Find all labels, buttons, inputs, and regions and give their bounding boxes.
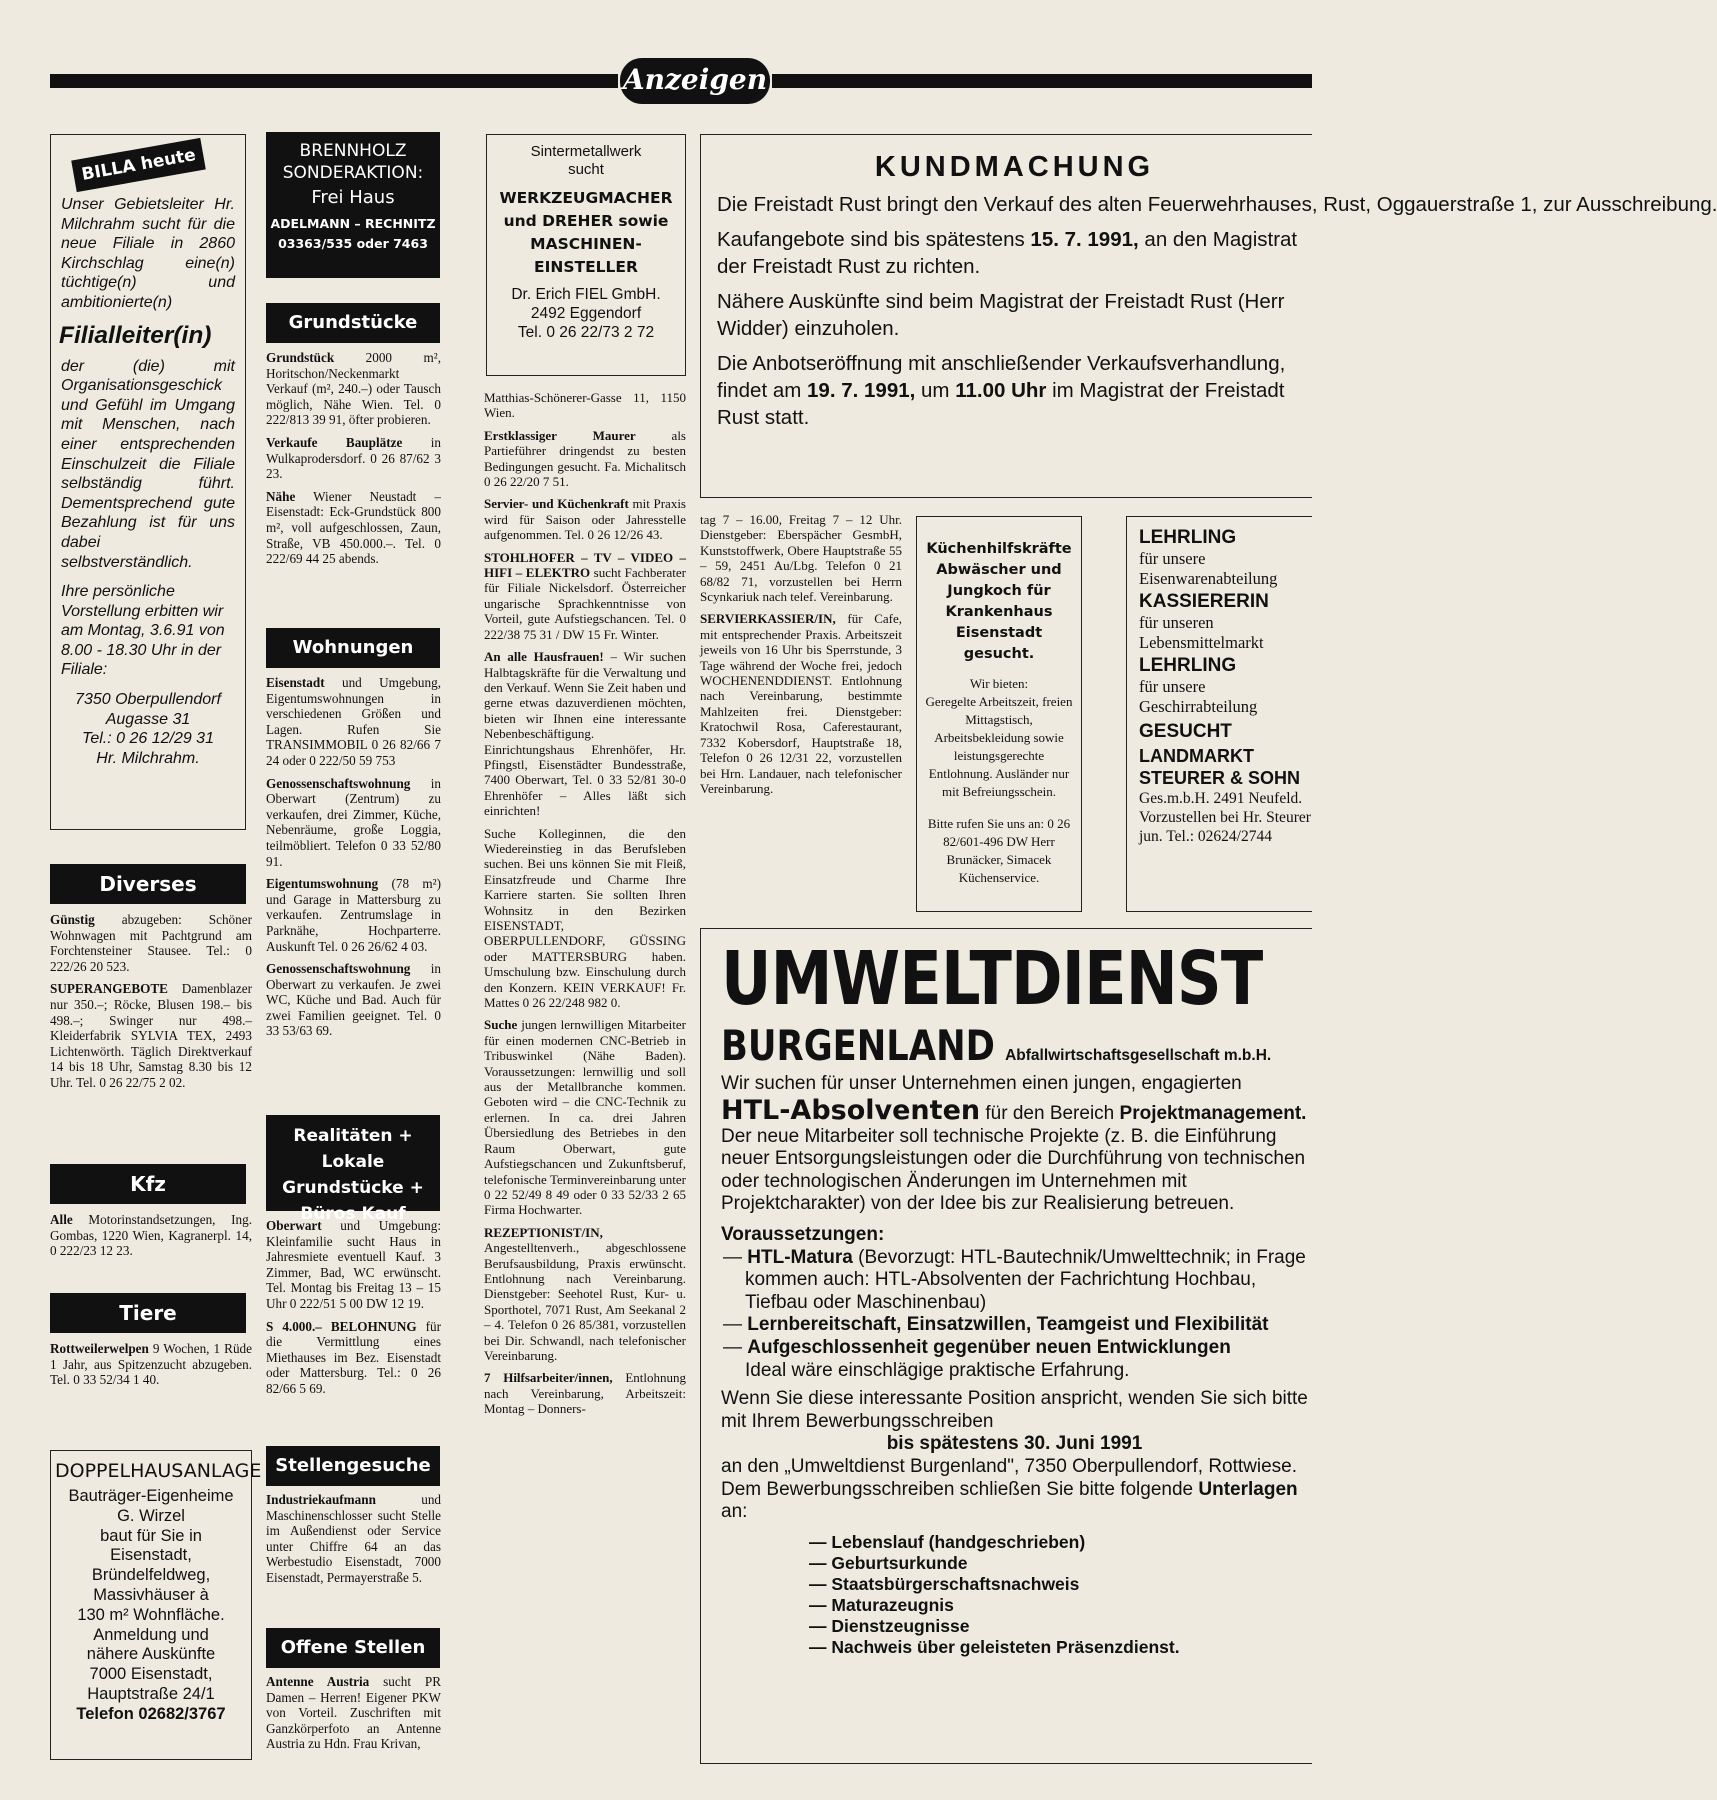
kundmachung-p1: Die Freistadt Rust bringt den Verkauf des alten Feuerwehrhauses, Rust, Oggauerstraße 1, zur Ausschreibung.: [717, 193, 1717, 216]
classified-ad: Oberwart und Umgebung: Kleinfamilie sucht Haus in Jahresmiete eventuell Kauf. 3 Zimmer, Bad, WC erwünscht. Tel. Montag bis Freitag 13 – 15 Uhr 0 222/51 5 00 DW 12 19.: [266, 1218, 441, 1311]
billa-ad: [50, 134, 246, 830]
kundmachung-p3: Nähere Auskünfte sind beim Magistrat der Freistadt Rust (Herr Widder) einzuholen.: [717, 290, 1285, 340]
kfz-list: [50, 1212, 252, 1266]
document-item: — Staatsbürgerschaftsnachweis: [809, 1573, 1080, 1594]
top-rule-left: [50, 74, 618, 88]
doppelhaus-line: baut für Sie in: [100, 1526, 202, 1545]
billa-intro: Unser Gebietsleiter Hr. Milchrahm sucht für die neue Filiale in 2860 Kirchschlag eine(n) tüchtige(n) und ambitionierte(n): [61, 196, 235, 311]
billa-logo: [73, 145, 235, 185]
classified-ad: Eigentumswohnung (78 m²) und Garage in Mattersburg zu verkaufen. Zentrumslage in Parknähe, Hochparterre. Auskunft Tel. 0 26 26/62 4 03.: [266, 876, 441, 954]
kundmachung-p2: Kaufangebote sind bis spätestens 15. 7. 1991, an den Magistrat der Freistadt Rust zu richten.: [717, 228, 1298, 278]
landmarkt-details: Ges.m.b.H. 2491 Neufeld. Vorzustellen bei Hr. Steurer jun. Tel.: 02624/2744: [1139, 790, 1311, 845]
classified-ad: Nähe Wiener Neustadt – Eisenstadt: Eck-Grundstück 800 m², voll aufgeschlossen, Zaun, Straße, VB 450.000.–. Tel. 0 222/69 44 25 abends.: [266, 488, 441, 567]
diverses-list: [50, 912, 252, 1098]
doppelhaus-line: Hauptstraße 24/1: [87, 1684, 215, 1703]
doppelhaus-line: 7000 Eisenstadt,: [89, 1665, 213, 1684]
classified-ad: Erstklassiger Maurer als Partieführer dringendst zu besten Bedingungen gesucht. Fa. Michalitsch 0 26 22/20 7 51.: [484, 427, 686, 490]
sinter-phone: Tel. 0 26 22/73 2 72: [517, 324, 655, 341]
billa-address-line: 7350 Oberpullendorf: [75, 691, 221, 709]
doppelhaus-line: nähere Auskünfte: [86, 1645, 216, 1664]
umweltdienst-highlight: HTL-Absolventen: [721, 1094, 981, 1126]
landmarkt-gesucht: GESUCHT: [1139, 721, 1232, 742]
diverses-heading: Diverses: [50, 864, 246, 904]
kundmachung-title: KUNDMACHUNG: [874, 151, 1155, 183]
section-banner: Anzeigen: [620, 58, 770, 104]
classified-ad: Suche Kolleginnen, die den Wiedereinstieg in das Berufsleben suchen. Bei uns können Sie mit Fleiß, Einsatzfreude und Charme Ihre Karriere starten. Sie sollten Ihren Wohnsitz in den Bezirken EISENSTADT, OBERPULLENDORF, GÜSSING oder MATTERSBURG haben. Umschulung bzw. Einschulung durch den Konzern. KEIN VERKAUF! Fr. Mattes 0 26 22/248 982 0.: [484, 825, 686, 1011]
umweltdienst-docs: [809, 1532, 1308, 1658]
doppelhaus-line: G. Wirzel: [117, 1506, 185, 1525]
document-item: — Dienstzeugnisse: [809, 1615, 970, 1636]
kuechen-title: Küchenhilfskräfte Abwäscher und Jungkoch für Krankenhaus Eisenstadt gesucht.: [926, 541, 1072, 662]
billa-body: der (die) mit Organisationsgeschick und Gefühl im Umgang mit Menschen, nach einer entsprechenden Einschulzeit die Filiale selbständig führt. Dementsprechend gute Bezahlung ist für uns dabei selbstverständlich.: [61, 357, 235, 571]
classified-ad: tag 7 – 16.00, Freitag 7 – 12 Uhr. Dienstgeber: Eberspächer GesmbH, Kunststoffwerk, Obere Hauptstraße 55 – 59, 2451 Au/Lbg. Telefon 0 21 68/82 71, vorzustellen bei Herrn Scynkariuk nach telef. Vereinbarung.: [700, 512, 902, 605]
top-rule-right: [772, 74, 1312, 88]
tiere-list: [50, 1341, 252, 1395]
sinter-jobs: WERKZEUGMACHER und DREHER sowie MASCHINEN-EINSTELLER: [499, 189, 673, 276]
umweltdienst-apply: Wenn Sie diese interessante Position anspricht, wenden Sie sich bitte mit Ihrem Bewerbungsschreiben: [721, 1388, 1308, 1432]
landmarkt-job-title: LEHRLING: [1139, 527, 1237, 548]
umweltdienst-subtitle: Abfallwirtschaftsgesellschaft m.b.H.: [1005, 1047, 1272, 1064]
realitaeten-heading: Realitäten + Lokale Grundstücke + Büros Kauf: [266, 1115, 440, 1211]
classified-ad: Verkaufe Bauplätze in Wulkaprodersdorf. 0 26 87/62 3 23.: [266, 434, 441, 482]
sinter-intro: Sintermetallwerk sucht: [530, 143, 642, 178]
landmarkt-job: [1139, 655, 1312, 717]
classified-ad: REZEPTIONIST/IN, Angestelltenverh., abgeschlossene Berufsausbildung, Praxis erwünscht. Entlohnung nach Vereinbarung. Dienstgeber: Seehotel Rust, Kur- u. Sporthotel, 7071 Rust, Am Seekanal 2 – 4. Telefon 0 26 85/381, vorzustellen bei Dir. Schwandl, nach telefonischer Vereinbarung.: [484, 1224, 686, 1363]
classified-ad: Alle Motorinstandsetzungen, Ing. Gombas, 1220 Wien, Kagranerpl. 14, 0 222/23 12 23.: [50, 1212, 252, 1259]
document-item: — Geburtsurkunde: [809, 1552, 968, 1573]
landmarkt-job-title: KASSIERERIN: [1139, 591, 1269, 612]
classified-ad: 7 Hilfsarbeiter/innen, Entlohnung nach Vereinbarung, Arbeitszeit: Montag – Donners-: [484, 1370, 686, 1417]
doppelhaus-line: Anmeldung und: [93, 1625, 209, 1644]
grundstuecke-heading: Grundstücke: [266, 303, 440, 343]
kuechen-offers: Geregelte Arbeitszeit, freien Mittagstisch, Arbeitsbekleidung sowie leistungsgerechte Entlohnung. Ausländer nur mit Befreiungsschein.: [925, 694, 1073, 799]
grundstuecke-list: [266, 350, 441, 574]
billa-address-line: Hr. Milchrahm.: [96, 749, 200, 767]
landmarkt-company: LANDMARKT STEURER & SOHN: [1139, 746, 1301, 788]
billa-logo-badge: BILLA heute: [71, 138, 206, 192]
landmarkt-job: [1139, 527, 1312, 589]
document-item: — Maturazeugnis: [809, 1594, 954, 1615]
classified-ad: Matthias-Schönerer-Gasse 11, 1150 Wien.: [484, 390, 686, 421]
kundmachung-ad: [700, 134, 1717, 498]
sinter-city: 2492 Eggendorf: [530, 305, 642, 322]
doppelhaus-title: DOPPELHAUSANLAGE: [55, 1460, 262, 1482]
doppelhaus-line: Bauträger-Eigenheime: [68, 1487, 234, 1505]
landmarkt-ad: [1126, 516, 1312, 912]
umweltdienst-requirements: [723, 1247, 1308, 1383]
realitaeten-list: [266, 1218, 441, 1404]
billa-address: [61, 690, 235, 768]
stellengesuche-list: [266, 1492, 441, 1593]
umweltdienst-address: an den „Umweltdienst Burgenland", 7350 Oberpullendorf, Rottwiese.: [721, 1455, 1298, 1477]
classified-ad: Industriekaufmann und Maschinenschlosser sucht Stelle im Außendienst oder Service unter Chiffre 64 an das Werbestudio Eisenstadt, 7000 Eisenstadt, Permayerstraße 5.: [266, 1492, 441, 1585]
offene-stellen-list: [266, 1674, 441, 1759]
doppelhaus-line: Eisenstadt,: [110, 1546, 192, 1565]
landmarkt-job-detail: für unsere Geschirrabteilung: [1139, 677, 1258, 716]
classified-ad: SUPERANGEBOTE Damenblazer nur 350.–; Röcke, Blusen 198.– bis 498.–; Swinger nur 498.– Kleiderfabrik SYLVIA TEX, 2493 Lichtenwörth. Täglich Direktverkauf 14 bis 18 Uhr, Samstag 8.30 bis 12 Uhr. Tel. 0 26 22/75 2 02.: [50, 981, 252, 1090]
sinter-company: Dr. Erich FIEL GmbH.: [511, 286, 661, 303]
billa-invite: Ihre persönliche Vorstellung erbitten wir am Montag, 3.6.91 von 8.00 - 18.30 Uhr in der Filiale:: [61, 583, 225, 679]
classified-ad: SERVIERKASSIER/IN, für Cafe, mit entsprechender Praxis. Arbeitszeit jeweils von 16 Uhr bis Sperrstunde, 3 Tage während der Woche frei, jedoch WOCHENENDDIENST. Entlohnung nach Vereinbarung, bestimmte Mahlzeiten frei. Dienstgeber: Kratochwil Rosa, Caferestaurant, 7332 Kobersdorf, Hauptstraße 18, Telefon 0 26 12/31 22, vorzustellen bei Hrn. Landauer, nach telefonischer Vereinbarung.: [700, 611, 902, 796]
umweltdienst-ad: [700, 928, 1312, 1764]
requirement-note: Ideal wäre einschlägige praktische Erfahrung.: [745, 1359, 1130, 1381]
document-item: — Nachweis über geleisteten Präsenzdienst.: [809, 1636, 1180, 1657]
classified-ad: Grundstück 2000 m², Horitschon/Neckenmarkt Verkauf (m², 240.–) oder Tausch möglich, Nähe Wien. Tel. 0 222/813 39 91, öfter probieren.: [266, 350, 441, 428]
classified-ad: Genossenschaftswohnung in Oberwart (Zentrum) zu verkaufen, drei Zimmer, Küche, Nebenräume, große Loggia, teilmöbliert. Telefon 0 33 52/80 91.: [266, 775, 441, 869]
doppelhaus-line: Massivhäuser à: [93, 1585, 209, 1604]
kfz-heading: Kfz: [50, 1164, 246, 1204]
classified-ad: Rottweilerwelpen 9 Wochen, 1 Rüde 1 Jahr, aus Spitzenzucht abzugeben. Tel. 0 33 52/34 1 40.: [50, 1341, 252, 1388]
umweltdienst-title: UMWELTDIENST: [721, 936, 1263, 1022]
brennholz-company: ADELMANN – RECHNITZ: [270, 216, 436, 231]
doppelhaus-phone: Telefon 02682/3767: [76, 1704, 226, 1723]
umweltdienst-docs-intro: Dem Bewerbungsschreiben schließen Sie bitte folgende Unterlagen an:: [721, 1478, 1298, 1523]
column4-list: [700, 512, 902, 803]
kuechen-offer-intro: Wir bieten:: [969, 676, 1029, 691]
kuechen-contact: Bitte rufen Sie uns an: 0 26 82/601-496 DW Herr Brunäcker, Simacek Küchenservice.: [927, 816, 1071, 885]
brennholz-title: BRENNHOLZ SONDERAKTION:: [282, 141, 424, 183]
umweltdienst-deadline: bis spätestens 30. Juni 1991: [886, 1433, 1143, 1455]
stellengesuche-heading: Stellengesuche: [266, 1446, 440, 1486]
brennholz-ad: [266, 132, 440, 278]
wohnungen-list: [266, 675, 441, 1046]
classified-ad: Antenne Austria sucht PR Damen – Herren! Eigener PKW von Vorteil. Zuschriften mit Ganzkörperfoto an Antenne Austria zu Hdn. Frau Krivan,: [266, 1674, 442, 1752]
offene-stellen-heading: Offene Stellen: [266, 1628, 440, 1668]
classified-ad: Genossenschaftswohnung in Oberwart zu verkaufen. Je zwei WC, Küche und Bad. Auch für zwei Familien geeignet. Tel. 0 33 53/63 69.: [266, 961, 441, 1039]
classified-ad: An alle Hausfrauen! – Wir suchen Halbtagskräfte für die Verwaltung und den Verkauf. Wenn Sie Zeit haben und gerne etwas dazuverdienen möchten, bieten wir Ihnen eine interessante Nebenbeschäftigung. Einrichtungshaus Ehrenhöfer, Hr. Pfingstl, Eisenstädter Bundesstraße, 7400 Oberwart, Tel. 0 33 52/81 30-0 Ehrenhöfer – Alles läßt sich einrichten!: [484, 649, 687, 819]
billa-address-line: Augasse 31: [105, 710, 191, 728]
umweltdienst-title-row: [721, 1019, 1312, 1073]
landmarkt-job: [1139, 591, 1312, 653]
tiere-heading: Tiere: [50, 1293, 246, 1333]
doppelhaus-line: Bründelfeldweg,: [91, 1566, 211, 1585]
classified-ad: Günstig abzugeben: Schöner Wohnwagen mit Pachtgrund am Forchtensteiner Stausee. Tel.: 0 222/26 20 523.: [50, 912, 252, 974]
billa-address-line: Tel.: 0 26 12/29 31: [82, 730, 214, 748]
umweltdienst-title2: BURGENLAND: [721, 1021, 995, 1070]
classified-ad: Servier- und Küchenkraft mit Praxis wird für Saison oder Jahresstelle aufgenommen. Tel. 0 26 12/26 43.: [484, 496, 686, 543]
brennholz-subtitle: Frei Haus: [311, 187, 395, 208]
kuechen-ad: [916, 516, 1082, 912]
document-item: — Lebenslauf (handgeschrieben): [809, 1531, 1086, 1552]
requirement-item: — Lernbereitschaft, Einsatzwillen, Teamgeist und Flexibilität: [723, 1314, 1269, 1336]
landmarkt-job-detail: für unseren Lebensmittelmarkt: [1139, 613, 1264, 652]
umweltdienst-req-heading: Voraussetzungen:: [721, 1223, 885, 1245]
classified-ad: Eisenstadt und Umgebung, Eigentumswohnungen in verschiedenen Größen und Lagen. Rufen Sie TRANSIMMOBIL 0 26 82/66 7 24 oder 0 222/50 59 753: [266, 675, 441, 768]
billa-position: Filialleiter(in): [59, 321, 212, 349]
sinter-ad: [486, 134, 686, 376]
requirement-item: — Aufgeschlossenheit gegenüber neuen Entwicklungen: [723, 1336, 1231, 1358]
classified-ad: STOHLHOFER – TV – VIDEO – HIFI – ELEKTRO sucht Fachberater für Filiale Nickelsdorf. Österreicher ungarische Sprachkenntnisse von Vorteil, gute Aufstiegschancen. Tel. 0 222/38 75 31 / DW 15 Fr. Winter.: [484, 549, 687, 642]
classified-ad: S 4.000.– BELOHNUNG für die Vermittlung eines Miethauses im Bez. Eisenstadt oder Mattersburg. Tel.: 0 26 82/66 5 69.: [266, 1318, 441, 1396]
column3-list: [484, 390, 686, 1424]
landmarkt-job-title: LEHRLING: [1139, 655, 1237, 676]
brennholz-phone: 03363/535 oder 7463: [278, 236, 428, 251]
kundmachung-p4: Die Anbotseröffnung mit anschließender Verkaufsverhandlung, findet am 19. 7. 1991, um 11.00 Uhr im Magistrat der Freistadt Rust statt.: [717, 352, 1286, 429]
landmarkt-job-detail: für unsere Eisenwarenabteilung: [1139, 549, 1278, 588]
doppelhaus-line: 130 m² Wohnfläche.: [77, 1605, 225, 1624]
umweltdienst-intro: Wir suchen für unser Unternehmen einen jungen, engagierten: [721, 1073, 1242, 1094]
wohnungen-heading: Wohnungen: [266, 628, 440, 668]
classified-ad: Suche jungen lernwilligen Mitarbeiter für einen modernen CNC-Betrieb in Tribuswinkel (Nähe Baden). Voraussetzungen: lernwillig und soll aus der Metallbranche kommen. Geboten wird – die CNC-Technik zu erlernen. In ca. drei Jahren Übersiedlung des Betriebes in den Raum Oberwart, gute Aufstiegschancen und Zukunftsberuf, telefonische Terminvereinbarung unter 0 22 52/49 8 49 oder 0 33 52/33 2 65 Firma Hochwarter.: [484, 1017, 686, 1218]
requirement-item: — HTL-Matura (Bevorzugt: HTL-Bautechnik/Umwelttechnik; in Frage kommen auch: HTL-Absolventen der Fachrichtung Hochbau, Tiefbau oder Maschinenbau): [723, 1246, 1306, 1313]
umweltdienst-body: [721, 1073, 1312, 1658]
doppelhaus-ad: [50, 1450, 262, 1760]
umweltdienst-description: HTL-Absolventen für den Bereich Projektmanagement. Der neue Mitarbeiter soll technische Projekte (z. B. die Einführung neuer Entsorgungsleistungen oder die Durchführung von technischen oder technologischen Änderungen im Unternehmen mit Projektcharakter) von der Idee bis zur Realisierung betreuen.: [721, 1094, 1307, 1215]
